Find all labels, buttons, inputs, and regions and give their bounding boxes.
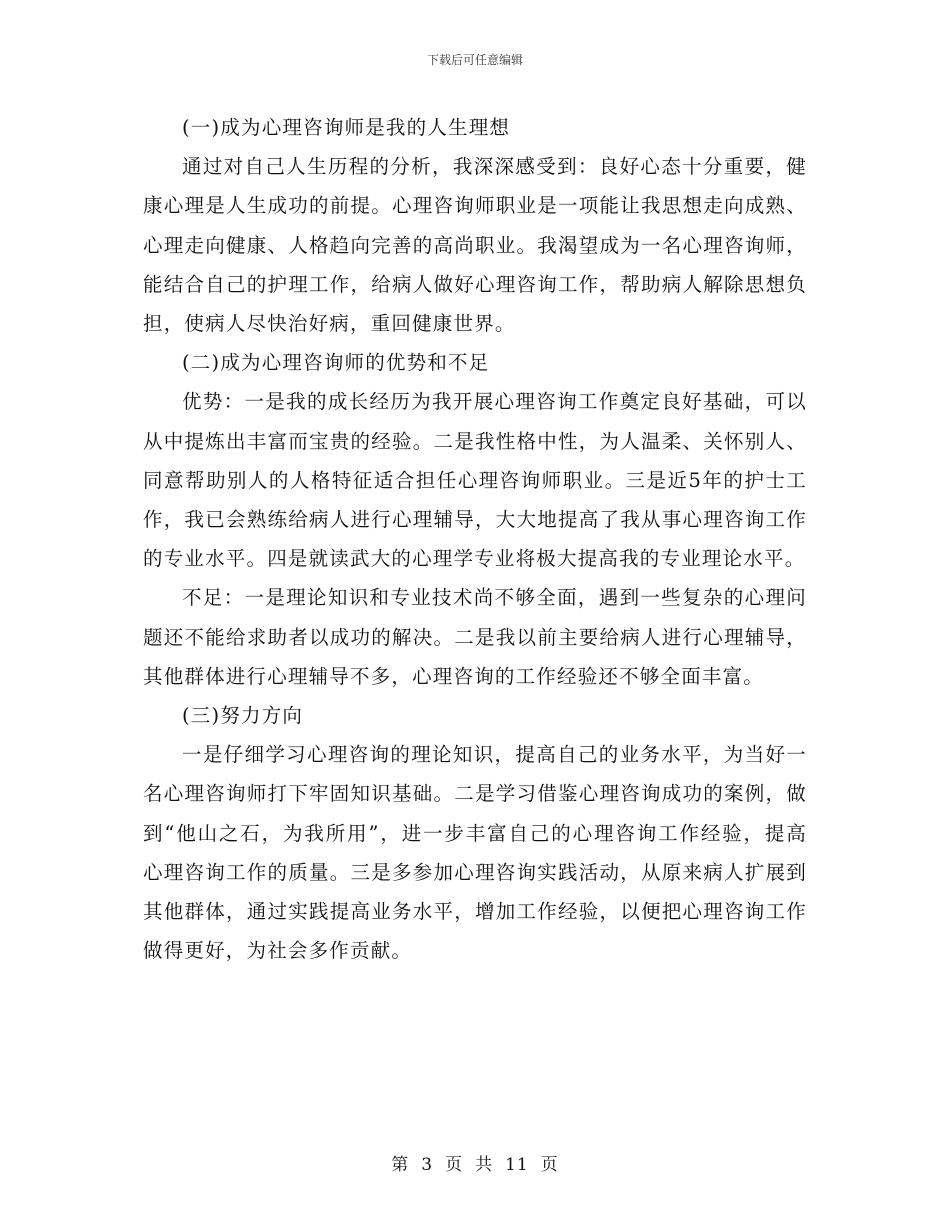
paragraph-direction: 一是仔细学习心理咨询的理论知识，提高自己的业务水平，为当好一名心理咨询师打下牢固知识基础。二是学习借鉴心理咨询成功的案例，做到“他山之石，为我所用”，进一步丰富自己的心理咨询工作经验，提高心理咨询工作的质量。三是多参加心理咨询实践活动，从原来病人扩展到其他群体，通过实践提高业务水平，增加工作经验，以便把心理咨询工作做得更好，为社会多作贡献。 — [143, 743, 807, 963]
section-heading-3: (三)努力方向 — [182, 704, 304, 728]
footer-total-pages: 11 — [505, 1155, 529, 1175]
page-footer — [0, 1154, 950, 1176]
page-header: 下载后可任意编辑 — [426, 53, 523, 67]
paragraph-weaknesses: 不足：一是理论知识和专业技术尚不够全面，遇到一些复杂的心理问题还不能给求助者以成功的解决。二是我以前主要给病人进行心理辅导，其他群体进行心理辅导不多，心理咨询的工作经验还不够全面丰富。 — [143, 586, 807, 688]
document-body — [143, 108, 807, 970]
footer-label-ye2: 页 — [540, 1155, 559, 1175]
section-heading-1: (一)成为心理咨询师是我的人生理想 — [182, 116, 511, 139]
footer-label-total: 共 — [475, 1155, 494, 1175]
footer-label-ye: 页 — [445, 1155, 464, 1175]
footer-current-page: 3 — [421, 1155, 434, 1175]
paragraph-ideal: 通过对自己人生历程的分析，我深深感受到：良好心态十分重要，健康心理是人生成功的前提。心理咨询师职业是一项能让我思想走向成熟、心理走向健康、人格趋向完善的高尚职业。我渴望成为一名心理咨询师，能结合自己的护理工作，给病人做好心理咨询工作，帮助病人解除思想负担，使病人尽快治好病，重回健康世界。 — [143, 155, 807, 336]
paragraph-strengths: 优势：一是我的成长经历为我开展心理咨询工作奠定良好基础，可以从中提炼出丰富而宝贵的经验。二是我性格中性，为人温柔、关怀别人、同意帮助别人的人格特征适合担任心理咨询师职业。三是近5年的护士工作，我已会熟练给病人进行心理辅导，大大地提高了我从事心理咨询工作的专业水平。四是就读武大的心理学专业将极大提高我的专业理论水平。 — [143, 390, 807, 571]
section-heading-2: (二)成为心理咨询师的优势和不足 — [182, 351, 490, 375]
footer-label-page: 第 — [391, 1155, 410, 1175]
